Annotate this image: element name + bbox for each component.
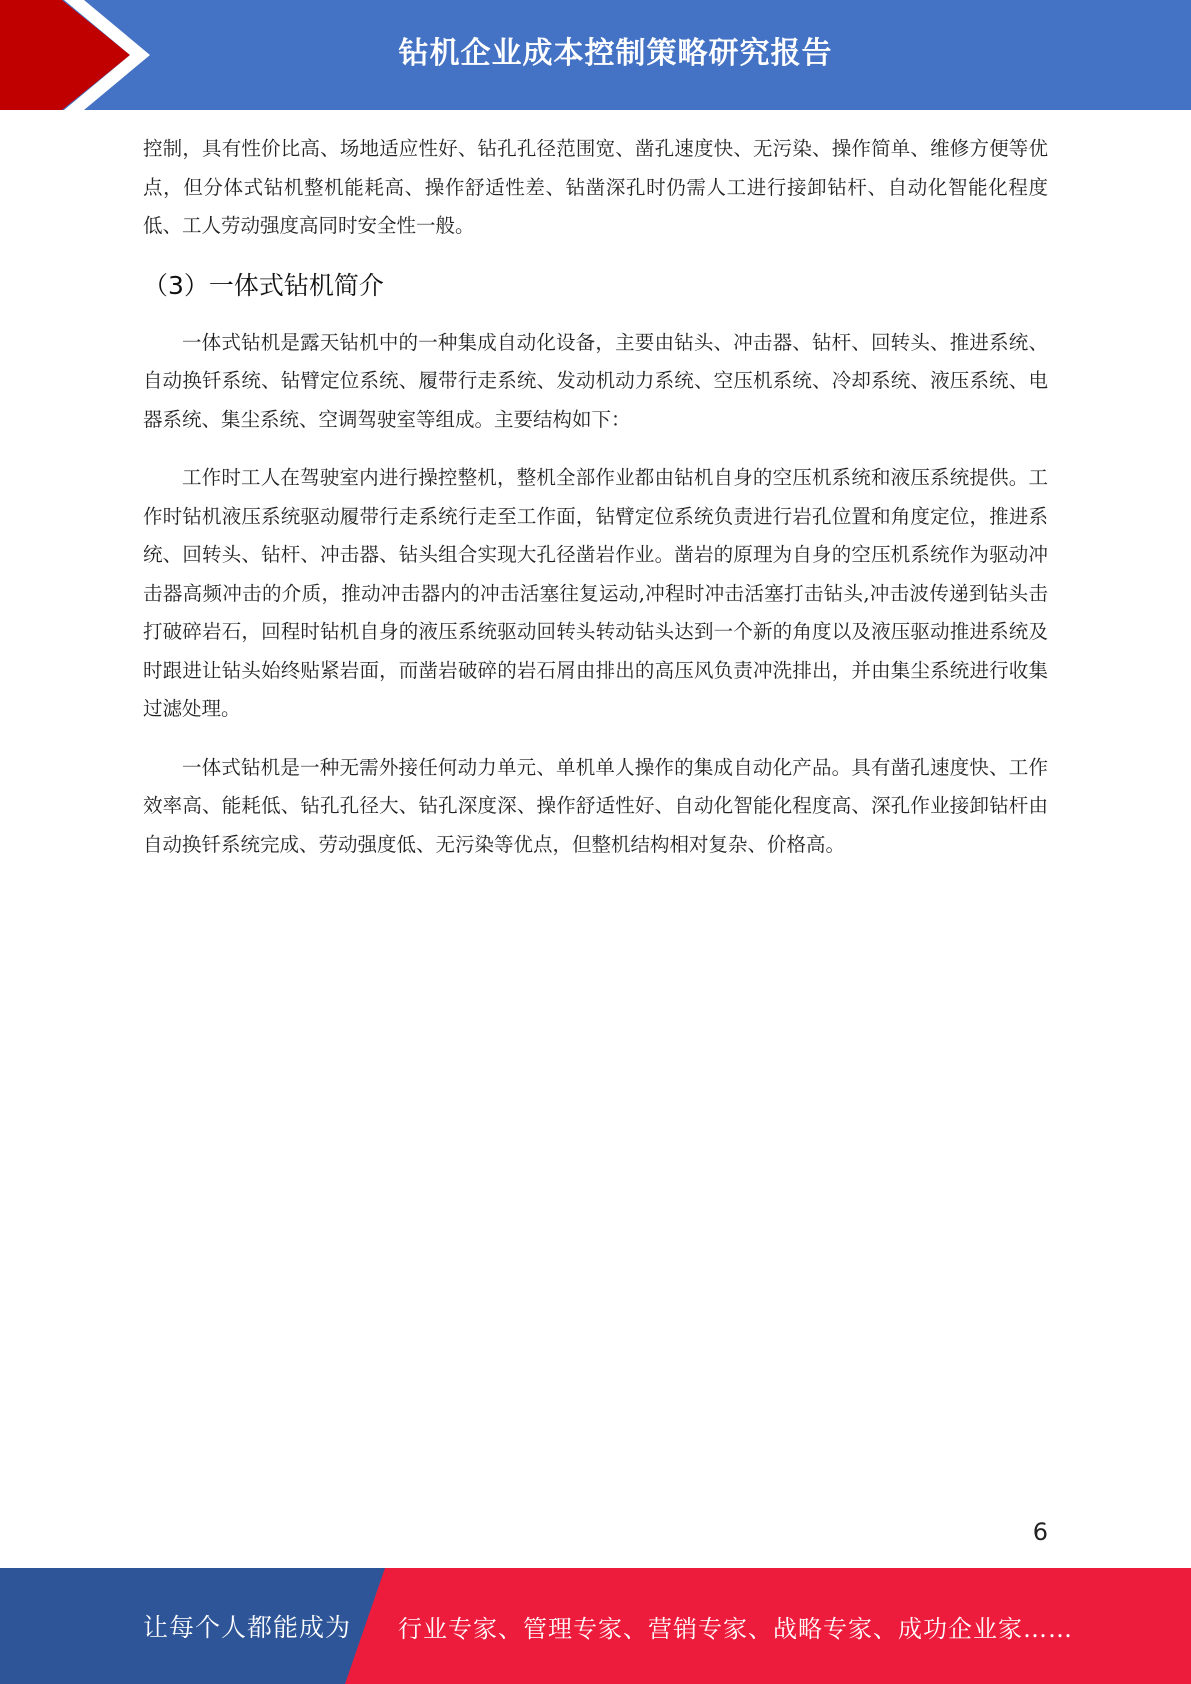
paragraph: 工作时工人在驾驶室内进行操控整机，整机全部作业都由钻机自身的空压机系统和液压系统提供。工作时钻机液压系统驱动履带行走系统行走至工作面，钻臂定位系统负责进行岩孔位置和角度定位，推进系统、回转头、钻杆、冲击器、钻头组合实现大孔径凿岩作业。凿岩的原理为自身的空压机系统作为驱动冲击器高频冲击的介质，推动冲击器内的冲击活塞往复运动,冲程时冲击活塞打击钻头,冲击波传递到钻头击打破碎岩石，回程时钻机自身的液压系统驱动回转头转动钻头达到一个新的角度以及液压驱动推进系统及时跟进让钻头始终贴紧岩面，而凿岩破碎的岩石屑由排出的高压风负责冲洗排出，并由集尘系统进行收集过滤处理。 [143, 466, 1048, 720]
footer-slogan-right: 行业专家、管理专家、营销专家、战略专家、成功企业家…… [398, 1614, 1073, 1643]
section-heading: （3）一体式钻机简介 [143, 270, 384, 300]
page-footer [0, 1568, 1191, 1684]
footer-slogan-left: 让每个人都能成为 [143, 1613, 352, 1642]
paragraph: 一体式钻机是一种无需外接任何动力单元、单机单人操作的集成自动化产品。具有凿孔速度快、工作效率高、能耗低、钻孔孔径大、钻孔深度深、操作舒适性好、自动化智能化程度高、深孔作业接卸钻杆由自动换钎系统完成、劳动强度低、无污染等优点，但整机结构相对复杂、价格高。 [143, 755, 1048, 856]
paragraph: 一体式钻机是露天钻机中的一种集成自动化设备，主要由钻头、冲击器、钻杆、回转头、推进系统、自动换钎系统、钻臂定位系统、履带行走系统、发动机动力系统、空压机系统、冷却系统、液压系统、电器系统、集尘系统、空调驾驶室等组成。主要结构如下： [143, 330, 1048, 431]
page-header [0, 0, 1191, 110]
header-title: 钻机企业成本控制策略研究报告 [398, 36, 833, 71]
paragraph: 控制，具有性价比高、场地适应性好、钻孔孔径范围宽、凿孔速度快、无污染、操作简单、维修方便等优点，但分体式钻机整机能耗高、操作舒适性差、钻凿深孔时仍需人工进行接卸钻杆、自动化智能化程度低、工人劳动强度高同时安全性一般。 [143, 137, 1048, 237]
document-body [143, 130, 1048, 864]
page-number: 6 [1032, 1518, 1048, 1546]
